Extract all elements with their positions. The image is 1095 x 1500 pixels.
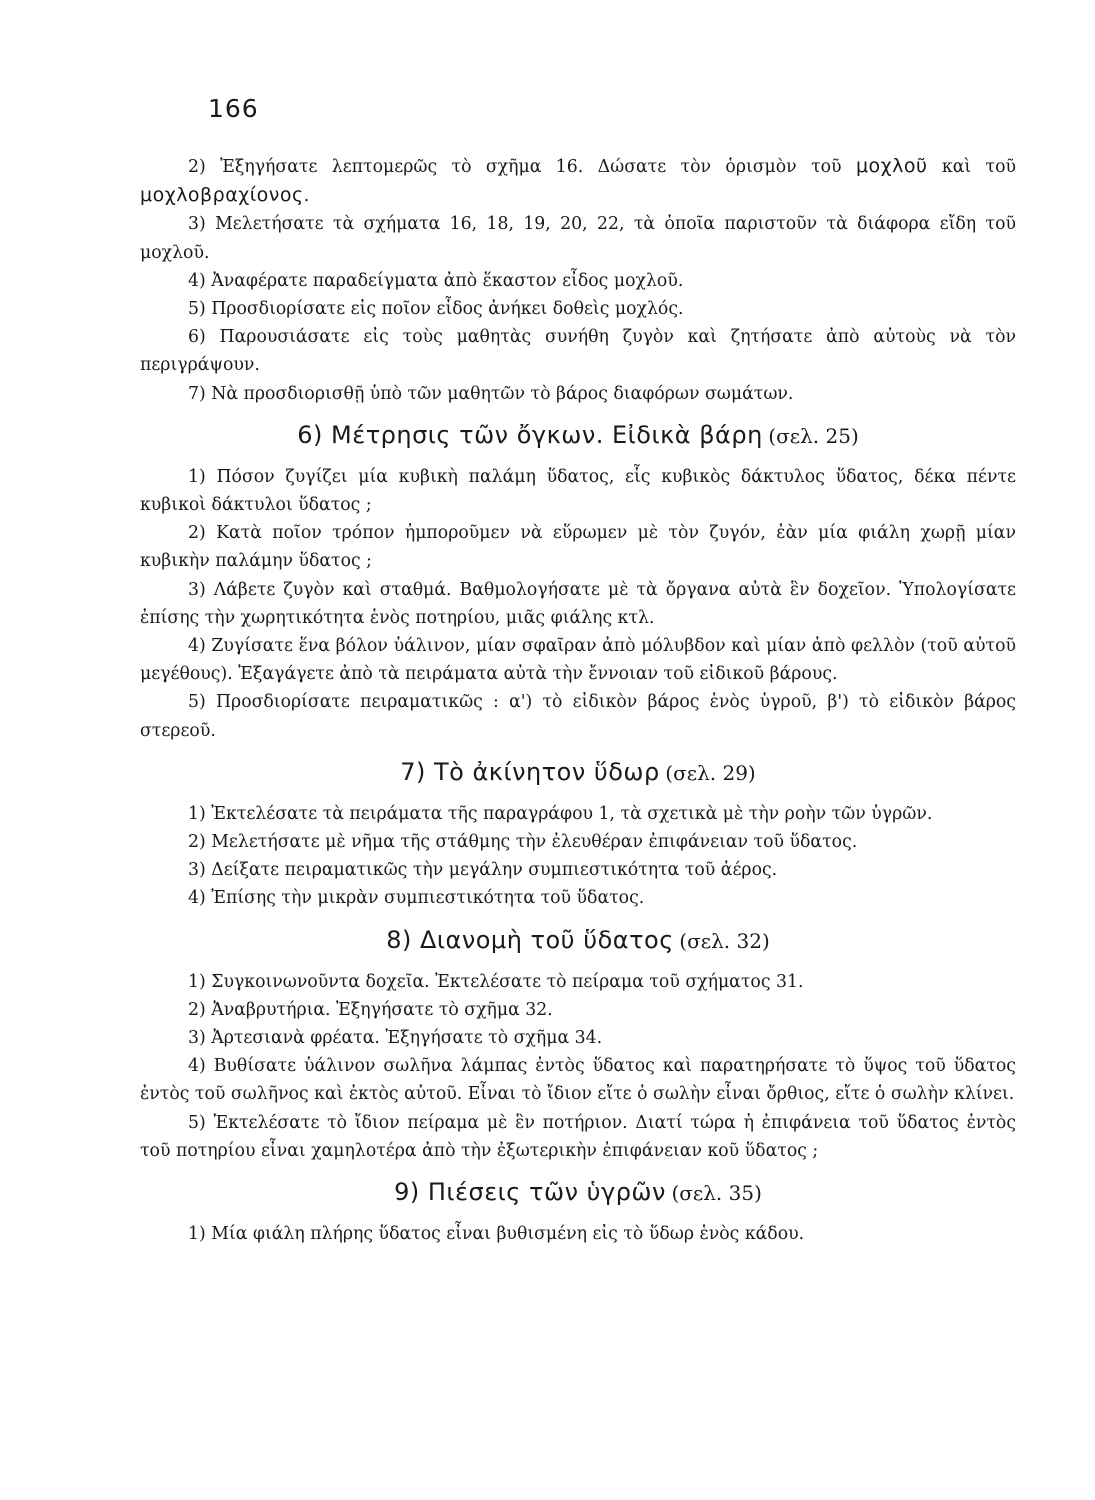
list-item: 4) Βυθίσατε ὑάλινον σωλῆνα λάμπας ἐντὸς ὕδατος καὶ παρατηρήσατε τὸ ὕψος τοῦ ὕδατος ἐντὸς τοῦ σωλῆνος καὶ ἐκτὸς αὐτοῦ. Εἶναι τὸ ἴδιον εἴτε ὁ σωλὴν εἶναι ὄρθιος, εἴτε ὁ σωλὴν κλίνει. — [140, 1056, 1016, 1105]
section-heading-7 — [140, 755, 1016, 792]
list-item: 5) Ἐκτελέσατε τὸ ἴδιον πείραμα μὲ ἓν ποτήριον. Διατί τώρα ἡ ἐπιφάνεια τοῦ ὕδατος ἐντὸς τοῦ ποτηρίου εἶναι χαμηλοτέρα ἀπὸ τὴν ἐξωτερικὴν ἐπιφάνειαν κοῦ ὕδατος ; — [140, 1112, 1016, 1161]
list-item: 1) Πόσον ζυγίζει μία κυβικὴ παλάμη ὕδατος, εἷς κυβικὸς δάκτυλος ὕδατος, δέκα πέντε κυβικοὶ δάκτυλοι ὕδατος ; — [140, 466, 1016, 516]
section-ref: (σελ. 35) — [671, 1181, 762, 1206]
intro-item: 5) Προσδιορίσατε εἰς ποῖον εἶδος ἀνήκει δοθεὶς μοχλός. — [188, 299, 684, 320]
list-item: 3) Δείξατε πειραματικῶς τὴν μεγάλην συμπιεστικότητα τοῦ ἀέρος. — [188, 860, 778, 881]
intro-item: 2) Ἐξηγήσατε λεπτομερῶς τὸ σχῆμα 16. Δώσατε τὸν ὁρισμὸν τοῦ μοχλοῦ καὶ τοῦ μοχλοβραχίονος. — [140, 155, 1016, 207]
section-ref: (σελ. 29) — [665, 760, 756, 785]
section-heading-9 — [140, 1175, 1016, 1212]
section-title: 9) Πιέσεις τῶν ὑγρῶν — [394, 1178, 666, 1207]
section-heading-6 — [140, 418, 1016, 455]
intro-item: 7) Νὰ προσδιορισθῇ ὑπὸ τῶν μαθητῶν τὸ βάρος διαφόρων σωμάτων. — [188, 383, 794, 404]
section-ref: (σελ. 25) — [768, 423, 859, 448]
list-item: 2) Κατὰ ποῖον τρόπον ἠμποροῦμεν νὰ εὕρωμεν μὲ τὸν ζυγόν, ἐὰν μία φιάλη χωρῇ μίαν κυβικὴν παλάμην ὕδατος ; — [140, 523, 1016, 572]
section-title: 8) Διανομὴ τοῦ ὕδατος — [386, 925, 674, 954]
page-content — [140, 152, 1016, 1248]
term-lever: μοχλοῦ — [855, 155, 928, 177]
section-heading-8 — [140, 923, 1016, 960]
list-item: 2) Μελετήσατε μὲ νῆμα τῆς στάθμης τὴν ἐλευθέραν ἐπιφάνειαν τοῦ ὕδατος. — [188, 832, 858, 853]
section-title: 6) Μέτρησις τῶν ὄγκων. Εἰδικὰ βάρη — [297, 420, 763, 449]
page-number: 166 — [208, 94, 259, 123]
list-item: 1) Μία φιάλη πλήρης ὕδατος εἶναι βυθισμένη εἰς τὸ ὕδωρ ἑνὸς κάδου. — [188, 1224, 805, 1245]
list-item: 5) Προσδιορίσατε πειραματικῶς : α') τὸ εἰδικὸν βάρος ἑνὸς ὑγροῦ, β') τὸ εἰδικὸν βάρος στερεοῦ. — [140, 692, 1016, 741]
section-ref: (σελ. 32) — [679, 928, 770, 953]
list-item: 3) Λάβετε ζυγὸν καὶ σταθμά. Βαθμολογήσατε μὲ τὰ ὄργανα αὐτὰ ἓν δοχεῖον. Ὑπολογίσατε ἐπίσης τὴν χωρητικότητα ἑνὸς ποτηρίου, μιᾶς φιάλης κτλ. — [140, 579, 1016, 628]
intro-item: 4) Ἀναφέρατε παραδείγματα ἀπὸ ἕκαστον εἶδος μοχλοῦ. — [188, 270, 684, 291]
list-item: 4) Ζυγίσατε ἕνα βόλον ὑάλινον, μίαν σφαῖραν ἀπὸ μόλυβδον καὶ μίαν ἀπὸ φελλὸν (τοῦ αὐτοῦ μεγέθους). Ἐξαγάγετε ἀπὸ τὰ πειράματα αὐτὰ τὴν ἔννοιαν τοῦ εἰδικοῦ βάρους. — [140, 636, 1016, 685]
list-item: 1) Συγκοινωνοῦντα δοχεῖα. Ἐκτελέσατε τὸ πείραμα τοῦ σχήματος 31. — [188, 971, 804, 992]
term-lever-arm: μοχλοβραχίονος — [140, 184, 304, 207]
list-item: 2) Ἀναβρυτήρια. Ἐξηγήσατε τὸ σχῆμα 32. — [188, 999, 553, 1020]
intro-item: 6) Παρουσιάσατε εἰς τοὺς μαθητὰς συνήθη ζυγὸν καὶ ζητήσατε ἀπὸ αὐτοὺς νὰ τὸν περιγράψουν. — [140, 327, 1016, 376]
section-title: 7) Τὸ ἀκίνητον ὕδωρ — [400, 757, 660, 786]
list-item: 3) Ἀρτεσιανὰ φρέατα. Ἐξηγήσατε τὸ σχῆμα 34. — [188, 1028, 603, 1049]
list-item: 4) Ἐπίσης τὴν μικρὰν συμπιεστικότητα τοῦ ὕδατος. — [188, 888, 645, 909]
intro-item: 3) Μελετήσατε τὰ σχήματα 16, 18, 19, 20, 22, τὰ ὁποῖα παριστοῦν τὰ διάφορα εἴδη τοῦ μοχλοῦ. — [140, 214, 1016, 263]
list-item: 1) Ἐκτελέσατε τὰ πειράματα τῆς παραγράφου 1, τὰ σχετικὰ μὲ τὴν ροὴν τῶν ὑγρῶν. — [188, 803, 933, 824]
